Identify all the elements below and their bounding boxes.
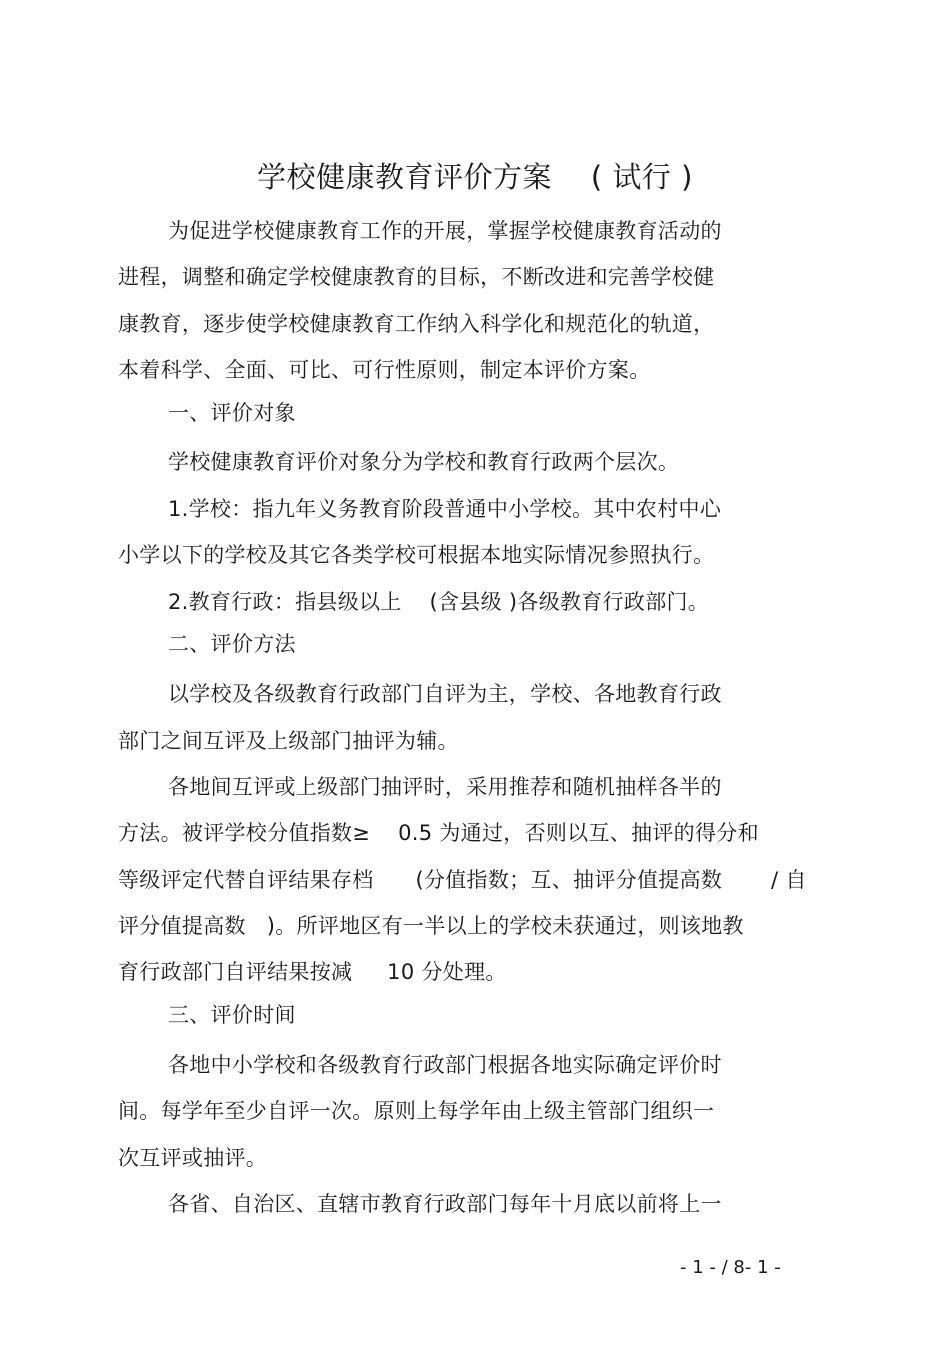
paragraph-line: 等级评定代替自评结果存档 (分值指数；互、抽评分值提高数 / 自: [118, 868, 807, 892]
paragraph-line: 本着科学、全面、可比、可行性原则，制定本评价方案。: [118, 358, 651, 382]
paragraph-line: 次互评或抽评。: [118, 1146, 268, 1170]
section-heading: 三、评价时间: [168, 1003, 296, 1027]
paragraph-line: 康教育，逐步使学校健康教育工作纳入科学化和规范化的轨道，: [118, 312, 715, 336]
paragraph-line: 方法。被评学校分值指数≥ 0.5 为通过，否则以互、抽评的得分和: [118, 821, 759, 845]
paragraph-line: 各地间互评或上级部门抽评时，采用推荐和随机抽样各半的: [168, 775, 722, 799]
section-heading: 一、评价对象: [168, 401, 296, 425]
paragraph-line: 以学校及各级教育行政部门自评为主，学校、各地教育行政: [168, 682, 722, 706]
paragraph-line: 学校健康教育评价对象分为学校和教育行政两个层次。: [168, 450, 680, 474]
paragraph-line: 各地中小学校和各级教育行政部门根据各地实际确定评价时: [168, 1053, 722, 1077]
document-title: 学校健康教育评价方案 ( 试行 ): [257, 160, 693, 194]
paragraph-line: 小学以下的学校及其它各类学校可根据本地实际情况参照执行。: [118, 543, 715, 567]
paragraph-line: 育行政部门自评结果按减 10 分处理。: [118, 960, 507, 984]
paragraph-line: 评分值提高数 )。所评地区有一半以上的学校未获通过，则该地教: [118, 914, 744, 938]
paragraph-line: 为促进学校健康教育工作的开展，掌握学校健康教育活动的: [168, 219, 722, 243]
paragraph-line: 1.学校：指九年义务教育阶段普通中小学校。其中农村中心: [168, 497, 722, 521]
paragraph-line: 进程，调整和确定学校健康教育的目标，不断改进和完善学校健: [118, 265, 715, 289]
paragraph-line: 间。每学年至少自评一次。原则上每学年由上级主管部门组织一: [118, 1099, 715, 1123]
paragraph-line: 各省、自治区、直辖市教育行政部门每年十月底以前将上一: [168, 1192, 722, 1216]
section-heading: 二、评价方法: [168, 632, 296, 656]
paragraph-line: 2.教育行政：指县级以上 (含县级 )各级教育行政部门。: [168, 590, 710, 614]
page-number: - 1 - / 8- 1 -: [680, 1257, 781, 1278]
paragraph-line: 部门之间互评及上级部门抽评为辅。: [118, 729, 459, 753]
